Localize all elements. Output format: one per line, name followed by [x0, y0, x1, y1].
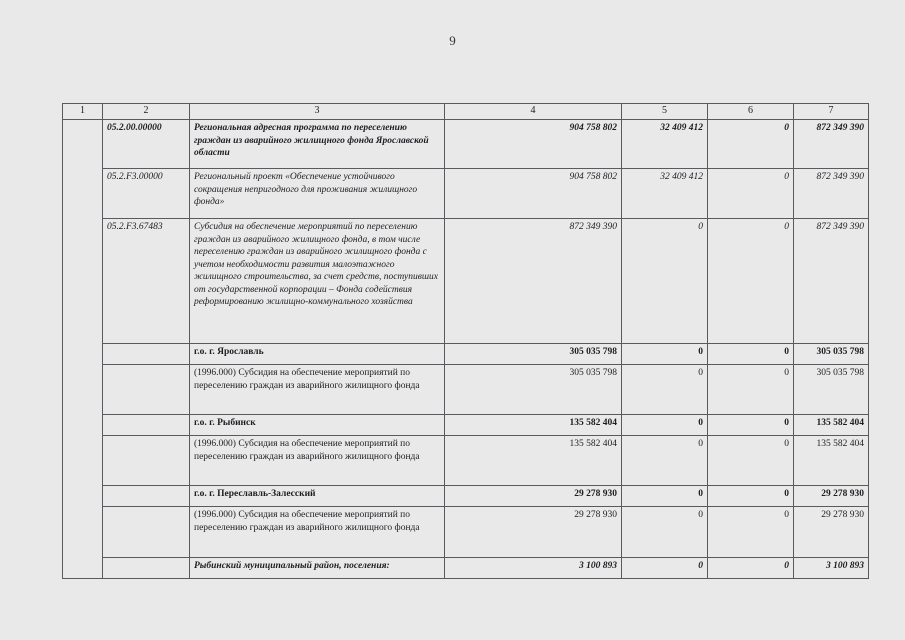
- table-row: [63, 436, 869, 486]
- amount-cell: 0: [622, 415, 708, 436]
- column-header: 2: [103, 104, 190, 120]
- code-cell: 05.2.F3.67483: [103, 219, 190, 344]
- code-cell: [103, 415, 190, 436]
- name-cell: (1996.000) Субсидия на обеспечение мероприятий по переселению граждан из аварийного жилищного фонда: [190, 365, 445, 415]
- amount-cell: 0: [708, 169, 794, 219]
- amount-cell: 0: [622, 486, 708, 507]
- amount-cell: 135 582 404: [794, 415, 869, 436]
- code-cell: [103, 558, 190, 579]
- name-cell: Рыбинский муниципальный район, поселения:: [190, 558, 445, 579]
- code-cell: [103, 436, 190, 486]
- amount-cell: 0: [708, 219, 794, 344]
- code-cell: 05.2.00.00000: [103, 120, 190, 169]
- amount-cell: 0: [622, 219, 708, 344]
- table-row: [63, 486, 869, 507]
- name-cell: г.о. г. Переславль-Залесский: [190, 486, 445, 507]
- name-cell: г.о. г. Рыбинск: [190, 415, 445, 436]
- amount-cell: 32 409 412: [622, 120, 708, 169]
- column-1-cell: [63, 120, 103, 579]
- amount-cell: 305 035 798: [445, 365, 622, 415]
- page-number: 9: [449, 33, 456, 48]
- amount-cell: 0: [708, 344, 794, 365]
- code-cell: [103, 486, 190, 507]
- code-cell: [103, 344, 190, 365]
- amount-cell: 135 582 404: [445, 436, 622, 486]
- table-row: [63, 507, 869, 558]
- amount-cell: 872 349 390: [445, 219, 622, 344]
- table-row: [63, 415, 869, 436]
- amount-cell: 3 100 893: [794, 558, 869, 579]
- amount-cell: 0: [622, 365, 708, 415]
- amount-cell: 3 100 893: [445, 558, 622, 579]
- code-cell: [103, 365, 190, 415]
- amount-cell: 305 035 798: [445, 344, 622, 365]
- table-row: [63, 219, 869, 344]
- table-row: [63, 169, 869, 219]
- table-header-row: [63, 104, 869, 120]
- amount-cell: 0: [708, 486, 794, 507]
- code-cell: [103, 507, 190, 558]
- amount-cell: 0: [708, 507, 794, 558]
- column-header: 7: [794, 104, 869, 120]
- name-cell: Субсидия на обеспечение мероприятий по переселению граждан из аварийного жилищного фонда, в том числе переселению граждан из аварийного жилищного фонда с учетом необходимости развития малоэтажного жилищного строительства, за счет средств, поступивших от государственной корпорации – Фонда содействия реформированию жилищно-коммунального хозяйства: [190, 219, 445, 344]
- table-row: [63, 120, 869, 169]
- name-cell: Региональная адресная программа по переселению граждан из аварийного жилищного фонда Ярославской области: [190, 120, 445, 169]
- amount-cell: 872 349 390: [794, 169, 869, 219]
- amount-cell: 872 349 390: [794, 219, 869, 344]
- amount-cell: 872 349 390: [794, 120, 869, 169]
- name-cell: (1996.000) Субсидия на обеспечение мероприятий по переселению граждан из аварийного жилищного фонда: [190, 507, 445, 558]
- amount-cell: 29 278 930: [445, 486, 622, 507]
- amount-cell: 32 409 412: [622, 169, 708, 219]
- amount-cell: 0: [708, 415, 794, 436]
- amount-cell: 0: [622, 436, 708, 486]
- column-header: 1: [63, 104, 103, 120]
- name-cell: Региональный проект «Обеспечение устойчивого сокращения непригодного для проживания жилищного фонда»: [190, 169, 445, 219]
- column-header: 3: [190, 104, 445, 120]
- amount-cell: 305 035 798: [794, 365, 869, 415]
- amount-cell: 305 035 798: [794, 344, 869, 365]
- table-row: [63, 558, 869, 579]
- amount-cell: 904 758 802: [445, 169, 622, 219]
- name-cell: (1996.000) Субсидия на обеспечение мероприятий по переселению граждан из аварийного жилищного фонда: [190, 436, 445, 486]
- code-cell: 05.2.F3.00000: [103, 169, 190, 219]
- amount-cell: 135 582 404: [445, 415, 622, 436]
- name-cell: г.о. г. Ярославль: [190, 344, 445, 365]
- amount-cell: 29 278 930: [794, 486, 869, 507]
- column-header: 6: [708, 104, 794, 120]
- column-header: 4: [445, 104, 622, 120]
- amount-cell: 135 582 404: [794, 436, 869, 486]
- budget-table: [62, 103, 869, 579]
- column-header: 5: [622, 104, 708, 120]
- amount-cell: 0: [622, 558, 708, 579]
- amount-cell: 0: [622, 507, 708, 558]
- amount-cell: 904 758 802: [445, 120, 622, 169]
- amount-cell: 0: [708, 365, 794, 415]
- amount-cell: 0: [708, 558, 794, 579]
- amount-cell: 0: [708, 120, 794, 169]
- amount-cell: 29 278 930: [445, 507, 622, 558]
- amount-cell: 29 278 930: [794, 507, 869, 558]
- table-row: [63, 344, 869, 365]
- amount-cell: 0: [708, 436, 794, 486]
- table-row: [63, 365, 869, 415]
- amount-cell: 0: [622, 344, 708, 365]
